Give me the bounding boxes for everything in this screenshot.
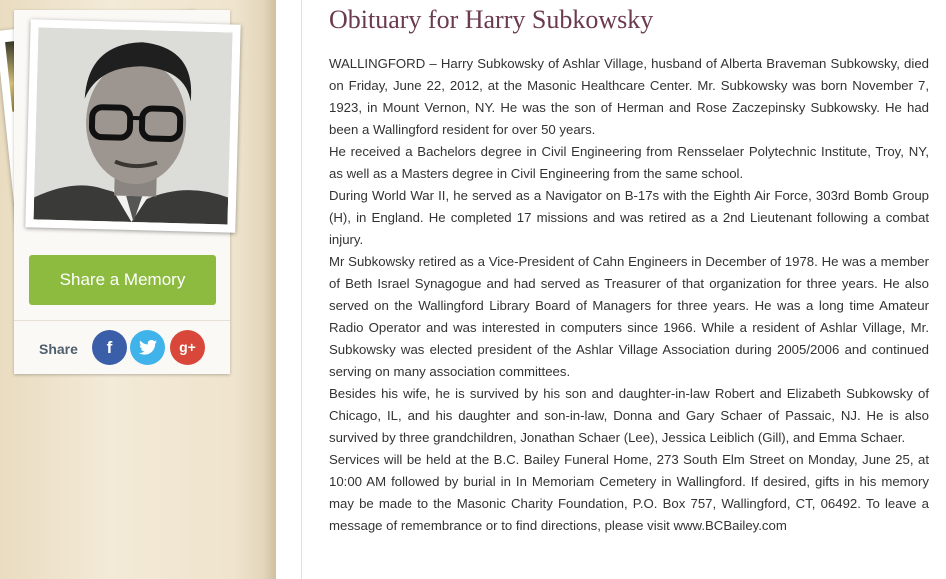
facebook-icon[interactable]: f bbox=[92, 330, 127, 365]
share-memory-button[interactable]: Share a Memory bbox=[29, 255, 216, 305]
obituary-paragraph: Services will be held at the B.C. Bailey Funeral Home, 273 South Elm Street on Monday, June 25, at 10:00 AM followed by burial in In Memoriam Cemetery in Wallingford. If desired, gifts in his memory may be made to the Masonic Charity Foundation, P.O. Box 757, Wallingford, CT, 06492. To leave a message of remembrance or to find directions, please visit www.BCBailey.com bbox=[329, 452, 929, 533]
obituary-paragraph: Besides his wife, he is survived by his son and daughter-in-law Robert and Elizabeth Subkowsky of Chicago, IL, and his daughter and son-in-law, Donna and Gary Schaer of Passaic, NJ. He is also survived by three grandchildren, Jonathan Schaer (Lee), Jessica Leiblich (Gill), and Emma Schaer. bbox=[329, 386, 929, 445]
twitter-icon[interactable] bbox=[130, 330, 165, 365]
content-divider bbox=[301, 0, 302, 579]
sidebar-edge bbox=[262, 0, 276, 579]
google-plus-icon[interactable]: g+ bbox=[170, 330, 205, 365]
share-bar bbox=[14, 320, 230, 375]
man-portrait-icon bbox=[34, 27, 233, 224]
obituary-paragraph: WALLINGFORD – Harry Subkowsky of Ashlar Village, husband of Alberta Braveman Subkowsky, died on Friday, June 22, 2012, at the Masonic Healthcare Center. Mr. Subkowsky was born November 7, 1923, in Mount Vernon, NY. He was the son of Herman and Rose Zaczepinsky Subkowsky. He had been a Wallingford resident for over 50 years. bbox=[329, 56, 929, 137]
page-title: Obituary for Harry Subkowsky bbox=[329, 5, 654, 34]
portrait-image bbox=[34, 27, 233, 224]
obituary-paragraph: During World War II, he served as a Navigator on B-17s with the Eighth Air Force, 303rd Bomb Group (H), in England. He completed 17 missions and was retired as a 2nd Lieutenant following a combat injury. bbox=[329, 188, 929, 247]
obituary-paragraph: Mr Subkowsky retired as a Vice-President of Cahn Engineers in December of 1978. He was a member of Beth Israel Synagogue and had served as Treasurer of that organization for three years. He also served on the Wallingford Library Board of Managers for three years. He was a long time Amateur Radio Operator and was interested in computers since 1966. While a resident of Ashlar Village, Mr. Subkowsky was elected president of the Ashlar Village Association during 2005/2006 and continued serving on many association committees. bbox=[329, 254, 929, 379]
share-label: Share bbox=[39, 341, 78, 357]
portrait-photo bbox=[25, 19, 240, 232]
obituary-body bbox=[329, 53, 929, 537]
obituary-paragraph: He received a Bachelors degree in Civil Engineering from Rensselaer Polytechnic Institute, Troy, NY, as well as a Masters degree in Civil Engineering from the same school. bbox=[329, 144, 929, 181]
bird-icon bbox=[139, 340, 157, 355]
